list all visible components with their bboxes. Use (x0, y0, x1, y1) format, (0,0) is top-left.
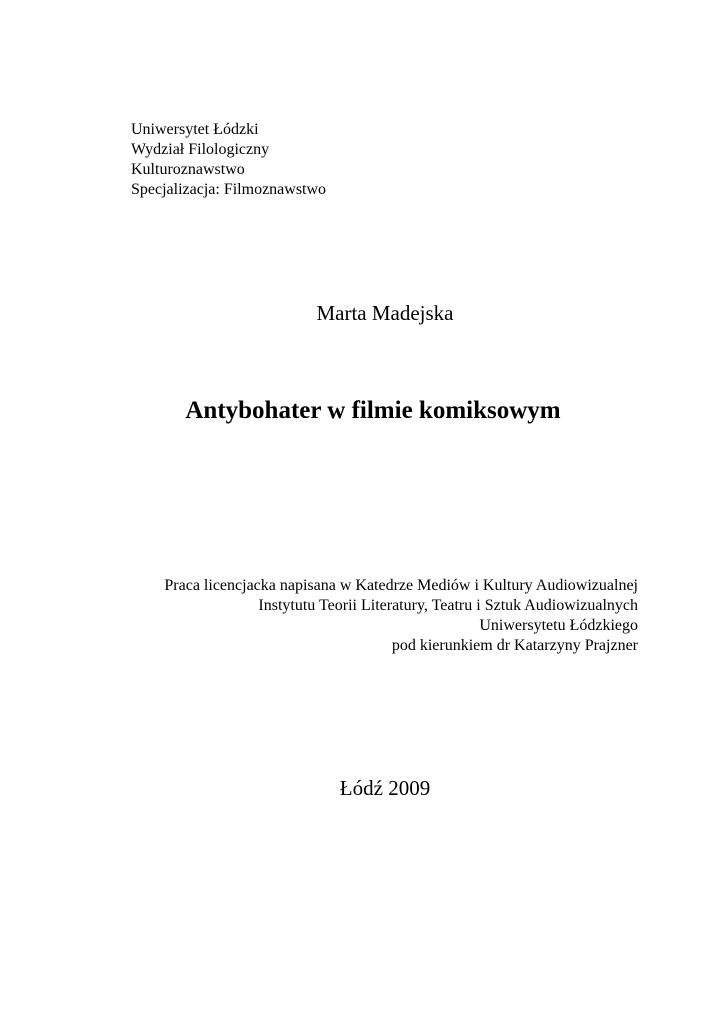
field-of-study: Kulturoznawstwo (131, 161, 245, 178)
place-and-date: Łódź 2009 (339, 776, 431, 800)
thesis-line-1: Praca licencjacka napisana w Katedrze Mediów i Kultury Audiowizualnej (164, 577, 638, 594)
university-name: Uniwersytet Łódzki (131, 121, 259, 138)
specialization: Specjalizacja: Filmoznawstwo (131, 181, 327, 198)
faculty-name: Wydział Filologiczny (131, 141, 270, 158)
institution-block (131, 120, 326, 200)
thesis-description (164, 576, 638, 656)
thesis-title: Antybohater w filmie komiksowym (185, 397, 561, 424)
thesis-line-2: Instytutu Teorii Literatury, Teatru i Sztuk Audiowizualnych (258, 597, 638, 614)
thesis-line-3: Uniwersytetu Łódzkiego (479, 617, 638, 634)
thesis-line-4: pod kierunkiem dr Katarzyny Prajzner (391, 637, 638, 654)
author-name: Marta Madejska (316, 301, 454, 325)
